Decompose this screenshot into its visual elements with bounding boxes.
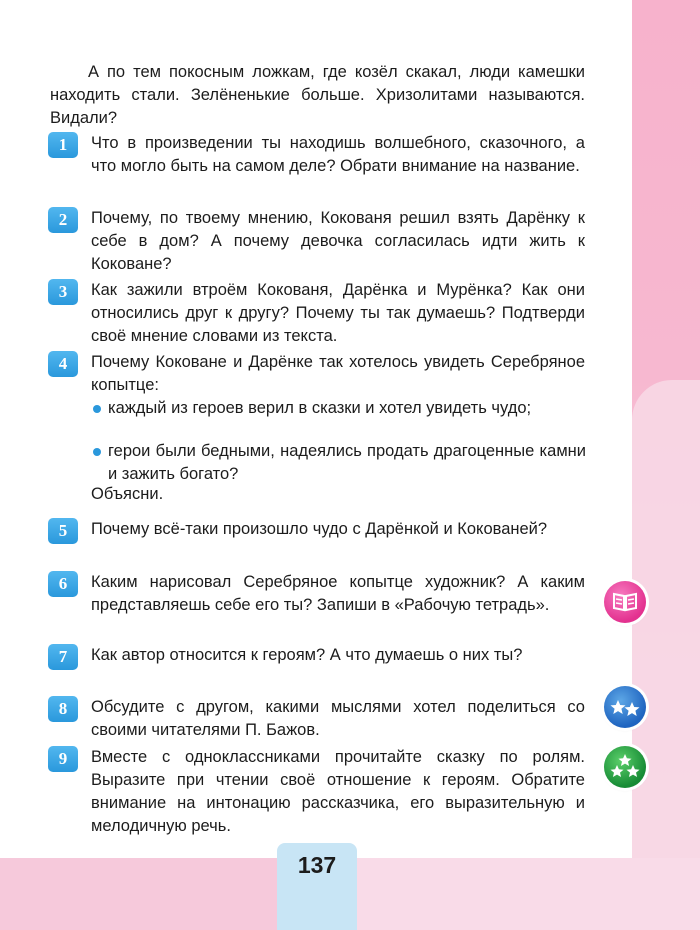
question-number-9: 9 (48, 746, 78, 772)
intro-paragraph: А по тем покосным ложкам, где козёл скакал, люди камешки находить стали. Зелёненькие больше. Хризолитами называются. Видали? (50, 63, 585, 127)
question-text-4: Почему Коковане и Дарёнке так хотелось увидеть Серебряное копытце: (91, 353, 585, 394)
question-number-5: 5 (48, 518, 78, 544)
question-text-3: Как зажили втроём Кокованя, Дарёнка и Мурёнка? Как они относились друг к другу? Почему ты так думаешь? Подтверди своё мнение словами из текста. (91, 281, 585, 345)
question-text-2: Почему, по твоему мнению, Кокованя решил взять Дарёнку к себе в дом? А почему девочка согласилась идти жить к Коковане? (91, 209, 585, 273)
two-stars-icon (604, 686, 646, 728)
question-text-6: Каким нарисовал Серебряное копытце художник? А каким представляешь себе его ты? Запиши в «Рабочую тетрадь». (91, 573, 585, 614)
book-icon (604, 581, 646, 623)
question-text-1: Что в произведении ты находишь волшебного, сказочного, а что могло быть на самом деле? Обрати внимание на название. (91, 134, 585, 175)
background-bottom-left (0, 858, 290, 930)
question-text-9: Вместе с одноклассниками прочитайте сказку по ролям. Выразите при чтении своё отношение к героям. Обратите внимание на интонацию рассказчика, его выразительную и мелодичную речь. (91, 748, 585, 835)
question-number-2: 2 (48, 207, 78, 233)
bullet-icon (93, 405, 101, 413)
question-number-3: 3 (48, 279, 78, 305)
question-4-after: Объясни. (91, 485, 164, 503)
bullet-text: каждый из героев верил в сказки и хотел увидеть чудо; (108, 399, 532, 417)
question-text-7: Как автор относится к героям? А что думаешь о них ты? (91, 646, 523, 664)
question-number-1: 1 (48, 132, 78, 158)
question-text-5: Почему всё-таки произошло чудо с Дарёнкой и Кокованей? (91, 520, 548, 538)
page-number: 137 (297, 852, 337, 878)
bullet-icon (93, 448, 101, 456)
bullet-text: герои были бедными, надеялись продать драгоценные камни и зажить богато? (108, 442, 586, 483)
question-text-8: Обсудите с другом, какими мыслями хотел поделиться со своими читателями П. Бажов. (91, 698, 585, 739)
question-number-8: 8 (48, 696, 78, 722)
background-ornament (632, 380, 700, 930)
three-stars-icon (604, 746, 646, 788)
question-number-4: 4 (48, 351, 78, 377)
question-number-6: 6 (48, 571, 78, 597)
question-number-7: 7 (48, 644, 78, 670)
